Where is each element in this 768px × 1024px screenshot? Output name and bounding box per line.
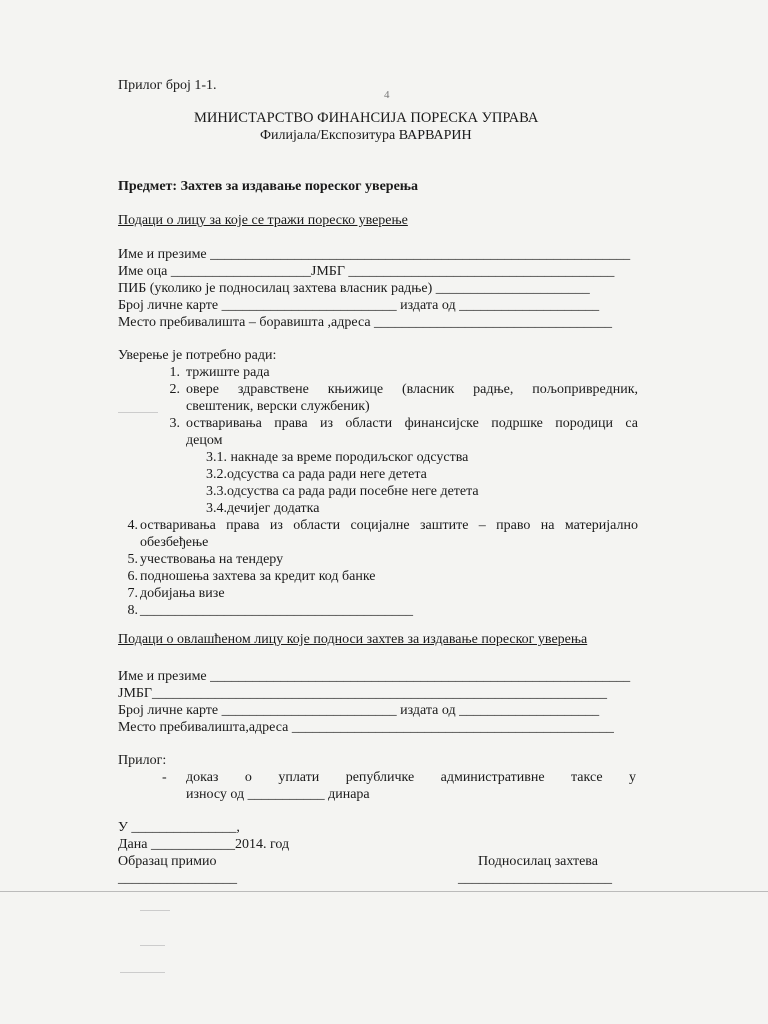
scan-artifact-mark (118, 412, 158, 413)
list-item: 7. добијања визе (127, 586, 225, 601)
place-field: У _______________, (118, 820, 240, 835)
authorized-residence-field: Место пребивалишта,адреса ______________________________________________ (118, 720, 614, 735)
page-mark: 4 (384, 89, 390, 101)
applicant-residence-field: Место пребивалишта – боравишта ,адреса __________________________________ (118, 315, 613, 330)
list-item: свештеник, верски службеник) (186, 399, 370, 414)
branch-title: Филијала/Експозитура ВАРВАРИН (260, 128, 472, 143)
applicant-section-heading: Подаци о лицу за које се тражи пореско уверење (118, 213, 408, 228)
attachment-line-2: износу од ___________ динара (186, 787, 370, 802)
list-item: 4. остваривања права из области социјалне заштите – право на материјално (127, 518, 638, 533)
authorized-jmbg-field: ЈМБГ_________________________________________________________________ (118, 686, 608, 701)
list-item: 3.3.одсуства са рада ради посебне неге детета (206, 484, 479, 499)
list-item: 3.4.дечијег додатка (206, 501, 320, 516)
date-field: Дана ____________2014. год (118, 837, 290, 852)
list-item: 1. тржиште рада (169, 365, 270, 380)
purpose-heading: Уверење је потребно ради: (118, 348, 277, 363)
purpose-list (118, 364, 638, 619)
attachment-bullet: - (162, 770, 167, 785)
attachment-label: Прилог: (118, 753, 167, 768)
subject-line: Предмет: Захтев за издавање пореског уверења (118, 179, 418, 194)
applicant-name-field: Име и презиме ____________________________________________________________ (118, 247, 631, 262)
scan-artifact-mark (140, 945, 165, 946)
received-by-label: Образац примио (118, 854, 217, 869)
applicant-signature-label: Подносилац захтева (478, 854, 598, 869)
applicant-signature-line: ______________________ (458, 871, 612, 886)
list-item: 5. учествовања на тендеру (127, 552, 284, 567)
attachment-number: Прилог број 1-1. (118, 78, 217, 93)
list-item: обезбеђење (140, 535, 209, 550)
applicant-father-jmbg-field: Име оца ____________________ЈМБГ ______________________________________ (118, 264, 615, 279)
list-item: 3. остваривања права из области финансијске подршке породици са (169, 416, 638, 431)
ministry-title: МИНИСТАРСТВО ФИНАНСИЈА ПОРЕСКА УПРАВА (194, 110, 539, 126)
applicant-id-card-field: Број личне карте _________________________ издата од ____________________ (118, 298, 600, 313)
scan-artifact-mark (120, 972, 165, 973)
authorized-section-heading: Подаци о овлашћеном лицу које подноси захтев за издавање пореског уверења (118, 632, 588, 647)
list-item: 8. _______________________________________ (127, 603, 413, 618)
list-item: 3.2.одсуства са рада ради неге детета (206, 467, 427, 482)
received-by-signature-line: _________________ (118, 871, 237, 886)
scan-artifact-mark (140, 910, 170, 911)
authorized-name-field: Име и презиме ____________________________________________________________ (118, 669, 631, 684)
scan-artifact-line (0, 891, 768, 892)
list-item: 2. овере здравствене књижице (власник радње, пољопривредник, (169, 382, 638, 397)
list-item: 3.1. накнаде за време породиљског одсуства (206, 450, 469, 465)
list-item: 6. подношења захтева за кредит код банке (127, 569, 376, 584)
applicant-pib-field: ПИБ (уколико је подносилац захтева власник радње) ______________________ (118, 281, 590, 296)
attachment-line-1: доказ о уплати републичке административне таксе у (186, 770, 636, 785)
authorized-id-card-field: Број личне карте _________________________ издата од ____________________ (118, 703, 600, 718)
list-item: децом (186, 433, 223, 448)
